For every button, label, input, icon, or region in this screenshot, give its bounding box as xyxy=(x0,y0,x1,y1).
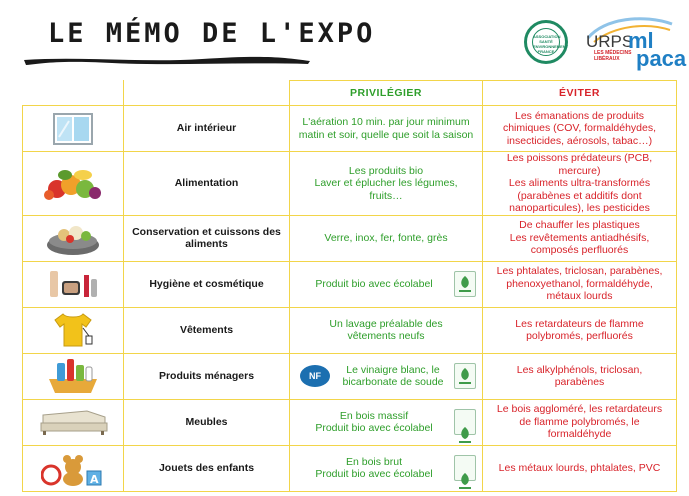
row-eviter: Les émanations de produits chimiques (COV, formaldéhydes, insecticides, aérosols, tabac…) xyxy=(483,106,677,152)
row-icon-cell xyxy=(23,307,124,353)
row-eviter: Les retardateurs de flamme polybromés, perfluorés xyxy=(483,307,677,353)
cleaning-products-icon xyxy=(45,357,101,395)
row-privilegier-cell xyxy=(290,353,483,399)
brush-stroke-underline xyxy=(22,54,312,66)
row-privilegier-cell xyxy=(290,445,483,491)
row-eviter: Les poissons prédateurs (PCB, mercure) Les aliments ultra-transformés (parabènes et additifs dont nanoparticules), les pesticides xyxy=(483,152,677,216)
row-eviter: Les alkylphénols, triclosan, parabènes xyxy=(483,353,677,399)
page-title: LE MÉMO DE L'EXPO xyxy=(48,18,376,49)
row-privilegier: Verre, inox, fer, fonte, grès xyxy=(290,215,483,261)
urps-paca-text: paca xyxy=(636,46,687,71)
ecolabel-icon xyxy=(454,455,476,481)
row-eviter: Le bois aggloméré, les retardateurs de flamme polybromés, le formaldéhyde xyxy=(483,399,677,445)
toys-icon xyxy=(41,449,105,487)
table-row xyxy=(23,445,677,491)
urps-subtitle: LES MÉDECINS LIBÉRAUX xyxy=(594,50,632,62)
row-privilegier-cell xyxy=(290,399,483,445)
ecolabel-icon xyxy=(454,409,476,435)
cosmetics-icon xyxy=(44,267,102,301)
row-privilegier: En bois brut Produit bio avec écolabel xyxy=(315,455,433,480)
window-icon xyxy=(53,113,93,145)
table-row xyxy=(23,307,677,353)
header-blank-cell xyxy=(124,81,290,106)
row-privilegier: Les produits bio Laver et éplucher les légumes, fruits… xyxy=(290,152,483,216)
header-blank-cell xyxy=(23,81,124,106)
header xyxy=(0,0,689,80)
row-privilegier: En bois massif Produit bio avec écolabel xyxy=(315,409,433,434)
row-privilegier: L'aération 10 min. par jour minimum matin et soir, quelle que soit la saison xyxy=(290,106,483,152)
header-eviter: ÉVITER xyxy=(483,81,677,106)
row-icon-cell xyxy=(23,215,124,261)
row-eviter: Les phtalates, triclosan, parabènes, phenoxyethanol, formaldéhyde, métaux lourds xyxy=(483,261,677,307)
row-label: Produits ménagers xyxy=(124,353,290,399)
urps-ml-text: ml xyxy=(628,28,654,53)
urps-ml-paca-logo xyxy=(584,14,687,76)
urps-text: URPS xyxy=(586,32,634,51)
row-eviter: Les métaux lourds, phtalates, PVC xyxy=(483,445,677,491)
table-row xyxy=(23,353,677,399)
row-label: Vêtements xyxy=(124,307,290,353)
row-label: Air intérieur xyxy=(124,106,290,152)
memo-table xyxy=(22,80,677,492)
tshirt-icon xyxy=(53,312,93,348)
row-icon-cell xyxy=(23,106,124,152)
nf-environnement-icon: NF xyxy=(300,365,330,387)
row-privilegier: Un lavage préalable des vêtements neufs xyxy=(290,307,483,353)
row-privilegier-cell xyxy=(290,261,483,307)
row-label: Hygiène et cosmétique xyxy=(124,261,290,307)
table-row xyxy=(23,399,677,445)
row-eviter: De chauffer les plastiques Les revêtements antiadhésifs, composés perfluorés xyxy=(483,215,677,261)
table-row xyxy=(23,261,677,307)
sofa-icon xyxy=(37,407,109,437)
row-privilegier: Le vinaigre blanc, le bicarbonate de soude xyxy=(342,363,444,388)
row-label: Alimentation xyxy=(124,152,290,216)
table-row xyxy=(23,152,677,216)
association-sante-environnement-logo xyxy=(524,20,568,64)
table-header-row xyxy=(23,81,677,106)
row-icon-cell xyxy=(23,353,124,399)
ecolabel-icon xyxy=(454,363,476,389)
row-icon-cell xyxy=(23,152,124,216)
fruits-vegetables-icon xyxy=(43,163,103,203)
row-icon-cell xyxy=(23,261,124,307)
ecolabel-icon xyxy=(454,271,476,297)
row-label: Meubles xyxy=(124,399,290,445)
row-icon-cell xyxy=(23,445,124,491)
table-row xyxy=(23,106,677,152)
cooking-pot-icon xyxy=(44,219,102,257)
row-label: Conservation et cuissons des aliments xyxy=(124,215,290,261)
header-privilegier: PRIVILÉGIER xyxy=(290,81,483,106)
row-icon-cell xyxy=(23,399,124,445)
svg-text:A: A xyxy=(90,473,99,486)
table-row xyxy=(23,215,677,261)
association-logo-text: ASSOCIATION SANTÉ ENVIRONNEMENT FRANCE xyxy=(532,28,560,56)
row-label: Jouets des enfants xyxy=(124,445,290,491)
row-privilegier: Produit bio avec écolabel xyxy=(315,277,433,290)
